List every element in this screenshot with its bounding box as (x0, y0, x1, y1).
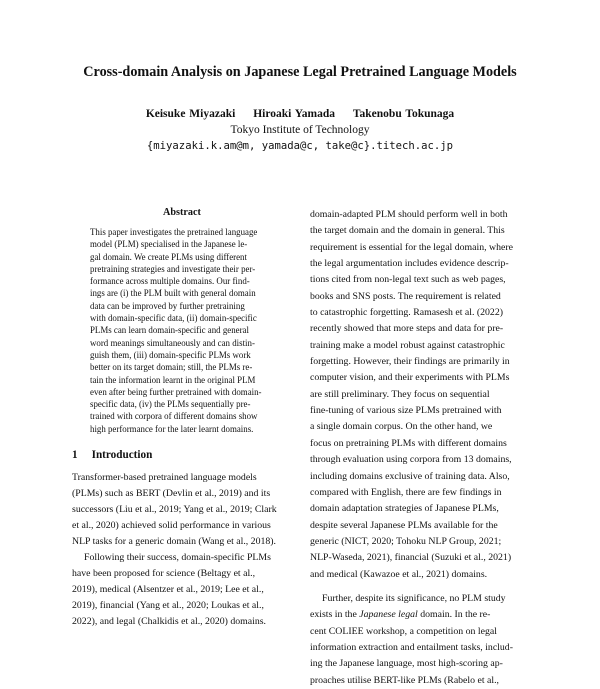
emphasized-text: Japanese legal (359, 609, 418, 621)
body-line: domain-adapted PLM should perform well in both (310, 209, 508, 220)
body-line: information extraction and entailment tasks, includ- (310, 641, 513, 653)
abstract-line: even after being further pretrained with domain- (90, 386, 262, 397)
author-name: Takenobu Tokunaga (352, 108, 455, 120)
body-line: compared with English, there are few findings in (310, 486, 502, 498)
author-list (0, 108, 600, 120)
body-line: are still preliminary. They focus on sequential (310, 388, 490, 400)
author-name: Keisuke Miyazaki (145, 108, 236, 120)
body-line: recently showed that more steps and data for pre- (310, 323, 504, 335)
abstract-line: trained with corpora of different domains show (90, 411, 258, 422)
body-line: forgetting. However, their findings are primarily in (310, 356, 510, 368)
right-column-body (310, 207, 534, 689)
body-line: Further, despite its significance, no PLM study (322, 592, 506, 604)
body-line: and medical (Kawazoe et al., 2021) domains. (310, 568, 488, 580)
body-line: training make a model robust against catastrophic (310, 339, 505, 351)
body-line: books and SNS posts. The requirement is related (310, 290, 501, 302)
body-line: focus on pretraining PLMs with different domains (310, 437, 507, 449)
section-heading-introduction (72, 449, 152, 461)
abstract-line: PLMs can learn domain-specific and general (90, 325, 249, 336)
intro-line: Transformer-based pretrained language models (72, 472, 257, 483)
intro-line: NLP tasks for a generic domain (Wang et al., 2018). (72, 536, 276, 547)
body-line: including domains exclusive of training data. Also, (310, 470, 510, 482)
body-line: despite several Japanese PLMs available for the (310, 519, 498, 531)
body-line (310, 607, 534, 623)
body-line: ing the Japanese language, most high-scoring ap- (310, 658, 503, 670)
body-line: generic (NICT, 2020; Tohoku NLP Group, 2021; (310, 535, 502, 547)
abstract-line: gal domain. We create PLMs using different (90, 251, 247, 262)
body-line: computer vision, and their experiments with PLMs (310, 372, 510, 384)
body-line: cent COLIEE workshop, a competition on legal (310, 625, 497, 637)
body-line: domain adaptation strategies of Japanese PLMs, (310, 503, 499, 515)
body-line: a single domain corpus. On the other hand, we (310, 421, 493, 433)
abstract-line: specific data, (iv) the PLMs sequentially pre- (90, 399, 251, 410)
body-line: requirement is essential for the legal domain, where (310, 241, 513, 253)
intro-line: 2022), and legal (Chalkidis et al., 2020) domains. (72, 616, 266, 627)
abstract-line: ings are (i) the PLM built with general domain (90, 288, 256, 299)
abstract-line: This paper investigates the pretrained language (90, 227, 258, 237)
body-line: tions cited from non-legal text such as web pages, (310, 274, 506, 286)
abstract-line: formance across multiple domains. Our find- (90, 276, 250, 287)
intro-line: 2019), medical (Alsentzer et al., 2019; Lee et al., (72, 584, 264, 595)
intro-line: successors (Liu et al., 2019; Yang et al., 2019; Clark (72, 504, 277, 515)
introduction-body (72, 470, 304, 630)
intro-line: 2019), financial (Yang et al., 2020; Loukas et al., (72, 600, 264, 611)
intro-line: et al., 2020) achieved solid performance in various (72, 520, 271, 531)
body-line: to catastrophic forgetting. Ramasesh et al. (2022) (310, 307, 503, 319)
abstract-line: with domain-specific data, (ii) domain-specific (90, 313, 257, 324)
body-line: the legal argumentation includes evidence descrip- (310, 258, 509, 270)
body-line: through evaluation using corpora from 13 domains, (310, 454, 512, 466)
abstract-line: data can be improved by further pretraining (90, 300, 245, 311)
body-line: the target domain and the domain in general. This (310, 225, 505, 237)
abstract-line: tain the information learnt in the original PLM (90, 374, 256, 385)
intro-line: have been proposed for science (Beltagy et al., (72, 568, 256, 579)
abstract-line: pretraining strategies and investigate their per- (90, 263, 256, 274)
section-title: Introduction (91, 449, 153, 461)
paragraph-gap (310, 583, 534, 591)
paper-title: Cross-domain Analysis on Japanese Legal Pretrained Language Models (83, 64, 517, 80)
body-line: proaches utilise BERT-like PLMs (Rabelo et al., (310, 674, 499, 686)
intro-line: (PLMs) such as BERT (Devlin et al., 2019) and its (72, 488, 271, 499)
body-line: NLP-Waseda, 2021), financial (Suzuki et al., 2021) (310, 552, 512, 564)
author-name: Hiroaki Yamada (253, 108, 336, 120)
abstract-line: model (PLM) specialised in the Japanese le- (90, 239, 248, 250)
body-text-fragment: exists in the (310, 609, 360, 621)
body-line: fine-tuning of various size PLMs pretrained with (310, 405, 502, 417)
abstract-line: guish them, (iii) domain-specific PLMs work (90, 349, 251, 360)
section-number: 1 (72, 449, 78, 461)
abstract-body (90, 226, 274, 435)
body-text-fragment: domain. In the re- (417, 609, 491, 621)
abstract-line: better on its target domain; still, the PLMs re- (90, 362, 253, 373)
affiliation: Tokyo Institute of Technology (230, 124, 370, 136)
abstract-line: word meanings simultaneously and can distin- (90, 337, 255, 348)
abstract-heading: Abstract (163, 207, 201, 218)
abstract-line: high performance for the later learnt domains. (90, 423, 254, 434)
intro-line: Following their success, domain-specific PLMs (84, 552, 271, 563)
author-emails: {miyazaki.k.am@m, yamada@c, take@c}.titech.ac.jp (146, 140, 454, 152)
